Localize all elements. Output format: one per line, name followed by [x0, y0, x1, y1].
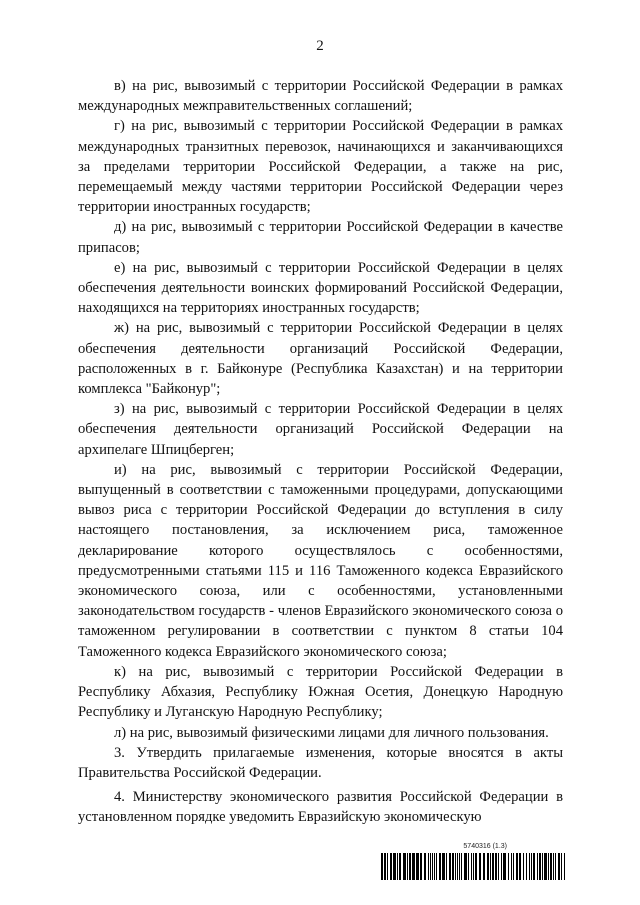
document-body: [78, 76, 563, 828]
page-number: 2: [316, 38, 324, 54]
paragraph-k: к) на рис, вывозимый с территории Российской Федерации в Республику Абхазия, Республику Южная Осетия, Донецкую Народную Республику и Луганскую Народную Республику;: [78, 663, 563, 721]
paragraph-4: 4. Министерству экономического развития Российской Федерации в установленном порядке уведомить Евразийскую экономическую: [78, 789, 563, 826]
document-barcode: [381, 843, 567, 883]
paragraph-l: л) на рис, вывозимый физическими лицами для личного пользования.: [114, 724, 549, 741]
paragraph-g: г) на рис, вывозимый с территории Российской Федерации в рамках международных транзитных перевозок, начинающихся и заканчивающихся за пределами территории Российской Федерации, а также на рис, перемещаемый между частями территории Российской Федерации через территории иностранных государств;: [78, 118, 563, 216]
barcode-label: 5740316 (1.3): [463, 843, 507, 850]
paragraph-d: д) на рис, вывозимый с территории Российской Федерации в качестве припасов;: [78, 219, 563, 256]
paragraph-zh: ж) на рис, вывозимый с территории Российской Федерации в целях обеспечения деятельности организаций Российской Федерации, расположенных в г. Байконуре (Республика Казахстан) и на территории комплекса "Байконур";: [78, 320, 563, 398]
barcode-icon: [381, 853, 567, 880]
paragraph-i: и) на рис, вывозимый с территории Российской Федерации, выпущенный в соответствии с таможенными процедурами, допускающими вывоз риса с территории Российской Федерации до вступления в силу настоящего постановления, за исключением риса, таможенное декларирование которого осуществлялось с особенностями, предусмотренными статьями 115 и 116 Таможенного кодекса Евразийского экономического союза, или с особенностями, установленными законодательством государств - членов Евразийского экономического союза о таможенном регулировании в соответствии с пунктом 8 статьи 104 Таможенного кодекса Евразийского экономического союза;: [78, 461, 563, 660]
paragraph-3: 3. Утвердить прилагаемые изменения, которые вносятся в акты Правительства Российской Федерации.: [78, 744, 563, 781]
paragraph-e: е) на рис, вывозимый с территории Российской Федерации в целях обеспечения деятельности воинских формирований Российской Федерации, находящихся на территориях иностранных государств;: [78, 259, 563, 317]
paragraph-v: в) на рис, вывозимый с территории Российской Федерации в рамках международных межправительственных соглашений;: [78, 78, 563, 115]
paragraph-z: з) на рис, вывозимый с территории Российской Федерации в целях обеспечения деятельности организаций Российской Федерации на архипелаге Шпицберген;: [78, 401, 563, 458]
